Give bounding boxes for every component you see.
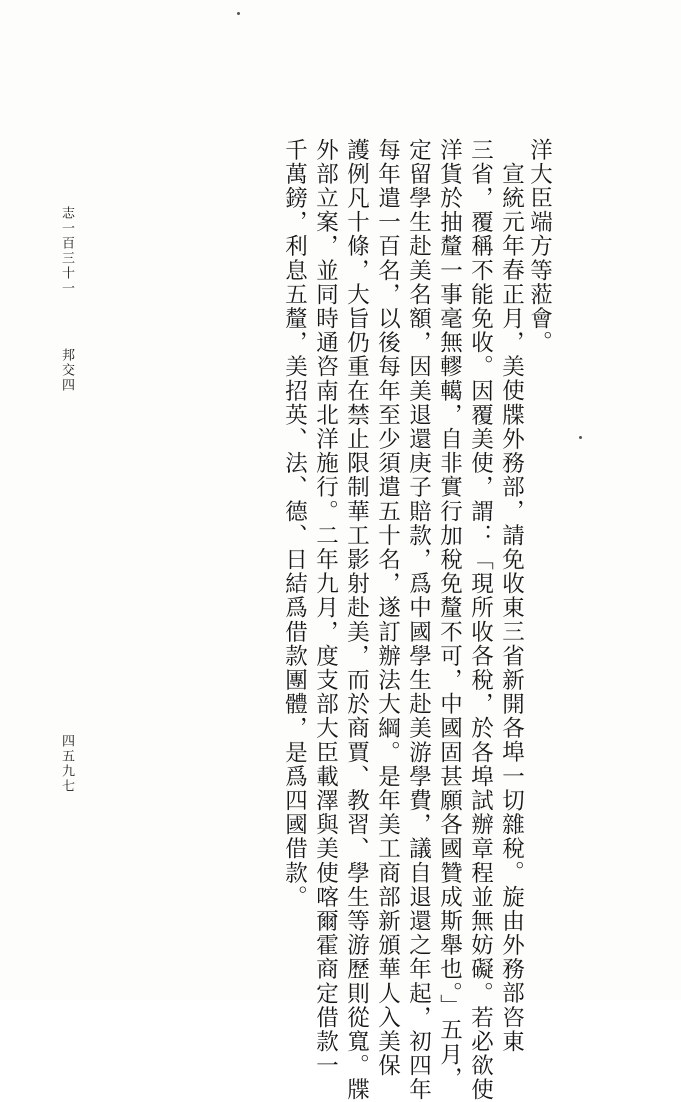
body-column-8: 外部立案，並同時通咨南北洋施行。二年九月，度支部大臣載澤與美使喀爾霍商定借款一 <box>312 138 339 1078</box>
scan-speck <box>579 436 582 439</box>
body-column-2: 宣統元年春正月，美使牒外務部，請免收東三省新開各埠一切雜稅。旋由外務部咨東 <box>498 162 525 1054</box>
running-header-volume: 志一百三十一 <box>59 206 74 296</box>
body-column-1: 洋大臣端方等蒞會。 <box>526 138 553 355</box>
body-column-9: 千萬鎊，利息五釐，美招英、法、德、日結爲借款團體，是爲四國借款。 <box>281 138 308 910</box>
page-number: 四五九七 <box>59 734 74 794</box>
scan-speck <box>237 12 240 15</box>
body-column-3: 三省，覆稱不能免收。因覆美使，謂：「現所收各稅，於各埠試辦章程並無妨礙。若必欲使 <box>467 138 494 1102</box>
body-column-6: 每年遣一百名，以後每年至少須遣五十名，遂訂辦法大綱。是年美工商部新頒華人入美保 <box>374 138 401 1078</box>
body-column-4: 洋貨於抽釐一事毫無轇轕，自非實行加稅免釐不可，中國固甚願各國贊成斯舉也。」五月， <box>436 138 463 1091</box>
body-column-5: 定留學生赴美名額，因美退還庚子賠款，爲中國學生赴美游學費，議自退還之年起，初四年 <box>405 138 432 1102</box>
body-column-7: 護例凡十條，大旨仍重在禁止限制華工影射赴美，而於商賈、教習、學生等游歷則從寬。牒 <box>343 138 370 1102</box>
running-header-section: 邦交四 <box>59 348 74 393</box>
